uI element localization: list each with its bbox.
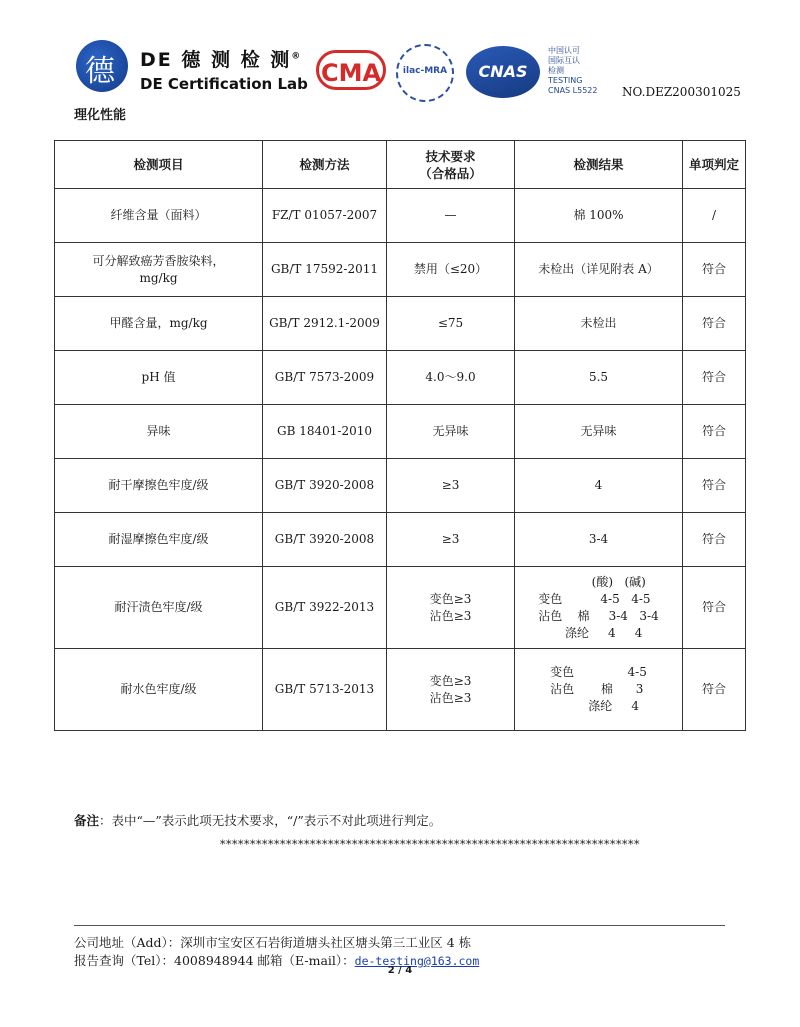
- header-item: 检测项目: [55, 141, 263, 189]
- section-title: 理化性能: [74, 108, 127, 123]
- cell-method: GB/T 17592-2011: [263, 243, 387, 297]
- cell-result: 3-4: [515, 513, 683, 567]
- cell-verdict: 符合: [683, 459, 746, 513]
- cell-item: 耐汗渍色牢度/级: [55, 567, 263, 649]
- table-row: [55, 513, 746, 567]
- cell-item: 甲醛含量，mg/kg: [55, 297, 263, 351]
- table-row: [55, 649, 746, 731]
- cell-requirement: —: [387, 189, 515, 243]
- report-header: [60, 28, 740, 108]
- de-logo-icon: 德: [76, 40, 128, 92]
- cell-verdict: 符合: [683, 297, 746, 351]
- table-row: [55, 567, 746, 649]
- cell-verdict: 符合: [683, 649, 746, 731]
- ilac-mra-logo-icon: ilac-MRA: [396, 44, 454, 102]
- cell-requirement: 4.0～9.0: [387, 351, 515, 405]
- cell-item: 纤维含量（面料）: [55, 189, 263, 243]
- email-link[interactable]: de-testing@163.com: [354, 954, 480, 968]
- table-row: [55, 297, 746, 351]
- report-number: NO.DEZ200301025: [622, 85, 741, 99]
- cell-result: 变色 4-5 沾色 棉 3 涤纶 4: [515, 649, 683, 731]
- footer-divider: [74, 925, 725, 926]
- cell-result: 未检出: [515, 297, 683, 351]
- results-table: [54, 140, 746, 731]
- cma-logo-icon: CMA: [316, 50, 386, 90]
- cell-item: 可分解致癌芳香胺染料，mg/kg: [55, 243, 263, 297]
- page-number: 2 / 4: [387, 965, 413, 976]
- header-requirement: 技术要求 （合格品）: [387, 141, 515, 189]
- cell-verdict: 符合: [683, 405, 746, 459]
- table-row: [55, 243, 746, 297]
- cell-result: 未检出（详见附表 A）: [515, 243, 683, 297]
- cell-verdict: 符合: [683, 243, 746, 297]
- cell-item: 异味: [55, 405, 263, 459]
- cell-method: GB/T 3920-2008: [263, 513, 387, 567]
- table-row: [55, 459, 746, 513]
- header-verdict: 单项判定: [683, 141, 746, 189]
- cell-requirement: 无异味: [387, 405, 515, 459]
- cell-verdict: 符合: [683, 567, 746, 649]
- header-result: 检测结果: [515, 141, 683, 189]
- cell-requirement: ≥3: [387, 459, 515, 513]
- cell-verdict: /: [683, 189, 746, 243]
- cell-requirement: 变色≥3 沾色≥3: [387, 649, 515, 731]
- cell-method: GB/T 3920-2008: [263, 459, 387, 513]
- cnas-accreditation-text: 中国认可 国际互认 检测 TESTING CNAS L5522: [548, 46, 598, 95]
- cell-requirement: ≤75: [387, 297, 515, 351]
- cell-method: GB/T 7573-2009: [263, 351, 387, 405]
- cell-requirement: 变色≥3 沾色≥3: [387, 567, 515, 649]
- cell-result: 5.5: [515, 351, 683, 405]
- cell-method: GB/T 3922-2013: [263, 567, 387, 649]
- table-header-row: [55, 141, 746, 189]
- cell-requirement: ≥3: [387, 513, 515, 567]
- company-address: 公司地址（Add）：深圳市宝安区石岩街道塘头社区塘头第三工业区 4 栋: [74, 935, 472, 950]
- report-query-line: 报告查询（Tel）：4008948944 邮箱（E-mail）：de-testing@163.com: [74, 953, 480, 968]
- cell-result: 4: [515, 459, 683, 513]
- remark-note: 备注：表中“—”表示此项无技术要求，“/”表示不对此项进行判定。: [74, 813, 442, 828]
- cell-item: 耐湿摩擦色牢度/级: [55, 513, 263, 567]
- table-row: [55, 189, 746, 243]
- cell-method: GB 18401-2010: [263, 405, 387, 459]
- cell-method: GB/T 5713-2013: [263, 649, 387, 731]
- cell-item: 耐水色牢度/级: [55, 649, 263, 731]
- table-row: [55, 405, 746, 459]
- cell-verdict: 符合: [683, 513, 746, 567]
- cell-method: FZ/T 01057-2007: [263, 189, 387, 243]
- cell-method: GB/T 2912.1-2009: [263, 297, 387, 351]
- cell-result: (酸) (碱) 变色 4-5 4-5 沾色 棉 3-4 3-4 涤纶 4 4: [515, 567, 683, 649]
- cell-item: pH 值: [55, 351, 263, 405]
- cell-result: 无异味: [515, 405, 683, 459]
- brand-name-en: DE Certification Lab: [140, 75, 308, 93]
- cell-requirement: 禁用（≤20）: [387, 243, 515, 297]
- end-of-table-stars: **********************************************************************: [220, 838, 640, 851]
- cell-result: 棉 100%: [515, 189, 683, 243]
- header-method: 检测方法: [263, 141, 387, 189]
- brand-name-cn: DE 德 测 检 测®: [140, 49, 303, 71]
- table-row: [55, 351, 746, 405]
- cell-item: 耐干摩擦色牢度/级: [55, 459, 263, 513]
- cnas-logo-icon: CNAS: [466, 46, 540, 98]
- cell-verdict: 符合: [683, 351, 746, 405]
